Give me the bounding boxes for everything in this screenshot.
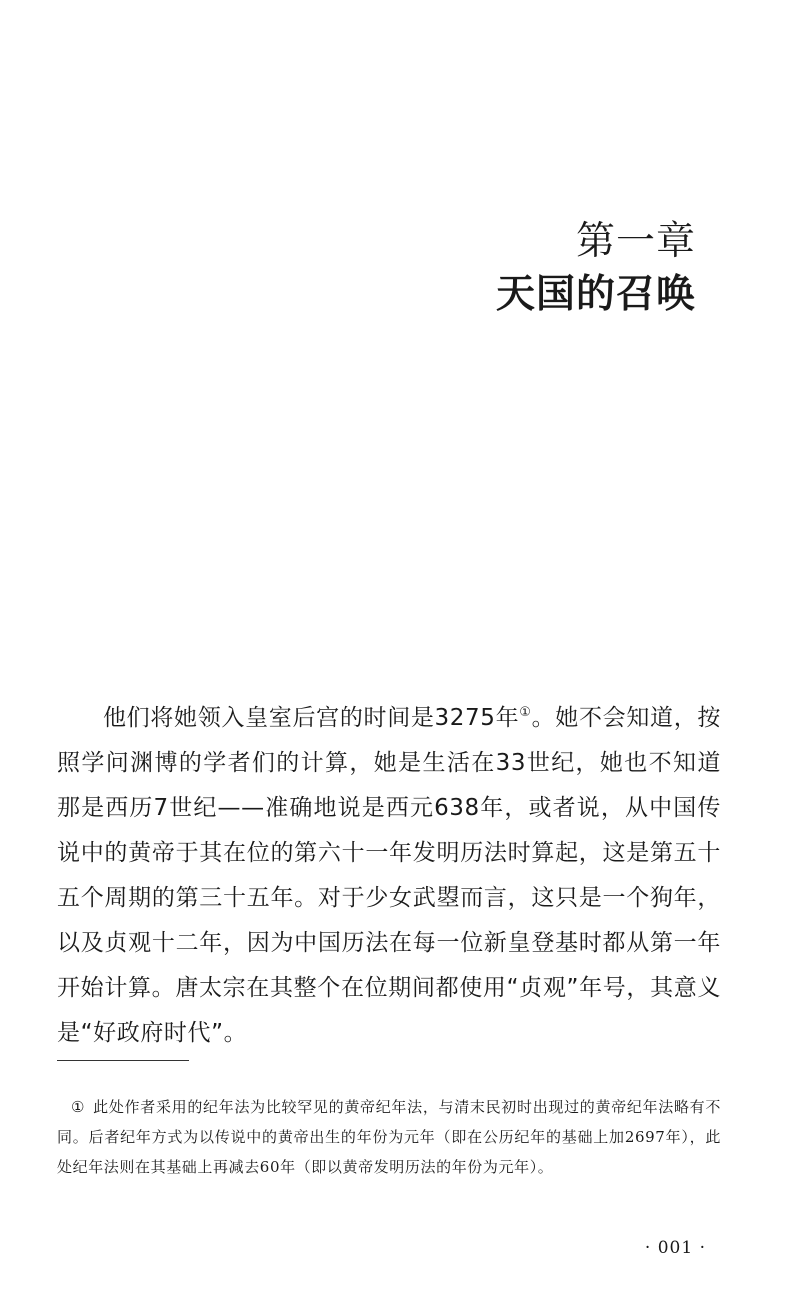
page-number: · 001 · [644, 1238, 706, 1258]
footnote-reference[interactable]: ① [519, 705, 532, 720]
chapter-heading [496, 216, 696, 322]
footnote-marker: ① [71, 1098, 86, 1116]
footnote-text: 此处作者采用的纪年法为比较罕见的黄帝纪年法，与清末民初时出现过的黄帝纪年法略有不同。后者纪年方式为以传说中的黄帝出生的年份为元年（即在公历纪年的基础上加2697年），此处纪年法则在其基础上再减去60年（即以黄帝发明历法的年份为元年）。 [57, 1098, 721, 1176]
body-text-after-note: 。她不会知道，按照学问渊博的学者们的计算，她是生活在33世纪，她也不知道那是西历7世纪——准确地说是西元638年，或者说，从中国传说中的黄帝于其在位的第六十一年发明历法时算起，这是第五十五个周期的第三十五年。对于少女武曌而言，这只是一个狗年，以及贞观十二年，因为中国历法在每一位新皇登基时都从第一年开始计算。唐太宗在其整个在位期间都使用“贞观”年号，其意义是“好政府时代”。 [57, 705, 721, 1046]
body-text-before-note: 他们将她领入皇室后宫的时间是3275年 [103, 705, 520, 731]
body-paragraph [57, 696, 721, 1056]
footnote [57, 1092, 721, 1182]
chapter-title: 天国的召唤 [495, 272, 696, 317]
chapter-number: 第一章 [575, 219, 696, 264]
footnote-divider [57, 1060, 189, 1061]
